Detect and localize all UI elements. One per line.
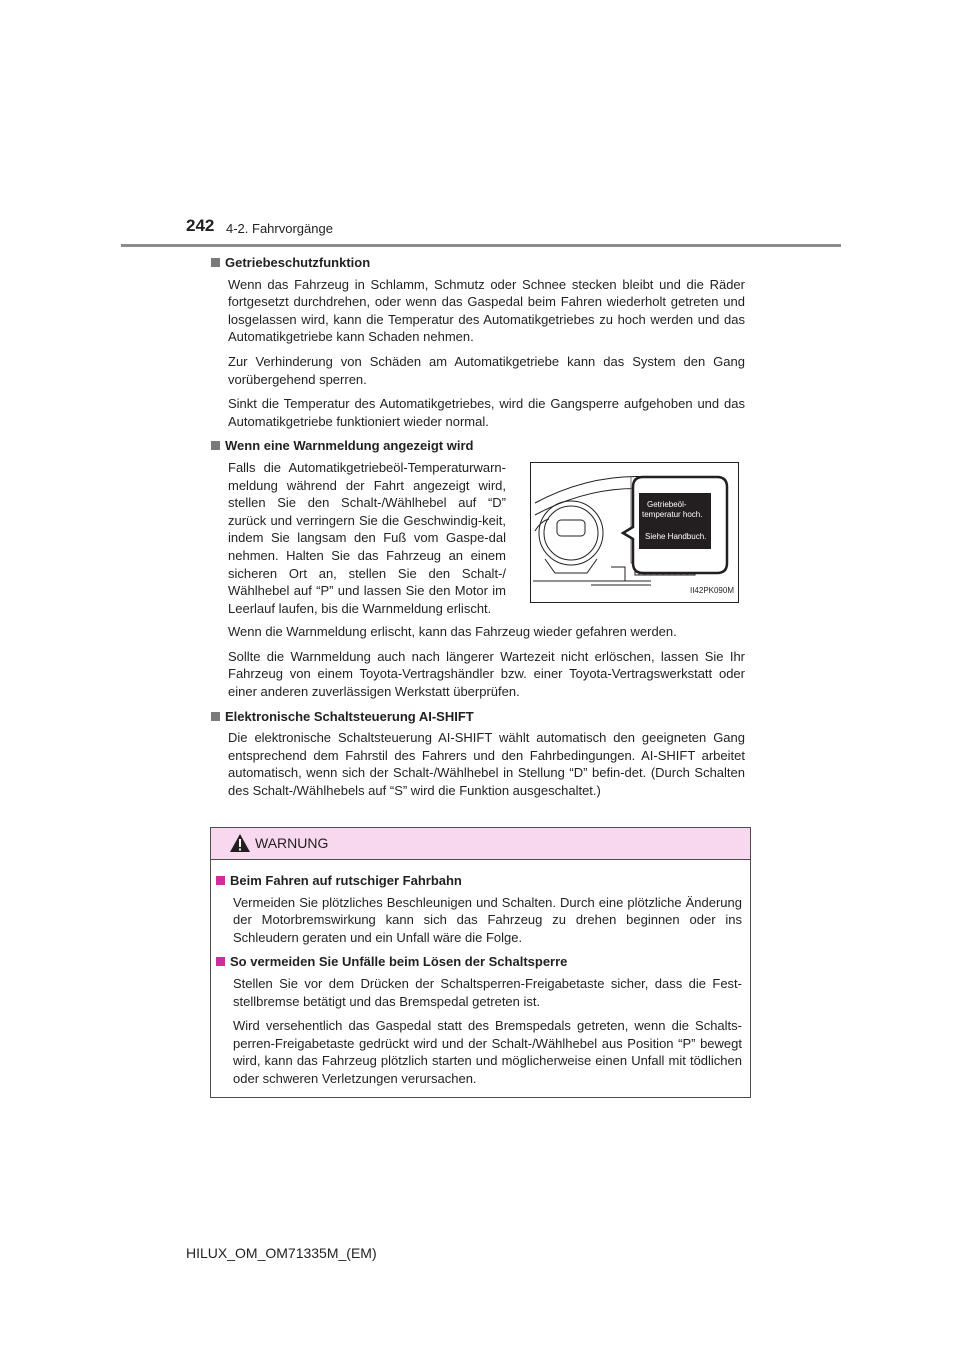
warning-triangle-icon <box>229 833 251 853</box>
steering-wheel-illustration <box>531 463 738 602</box>
header-divider <box>121 244 841 247</box>
paragraph: Stellen Sie vor dem Drücken der Schaltsperren-Freigabetaste sicher, dass die Fest-stellbremse betätigt und das Bremspedal getreten ist. <box>233 975 742 1009</box>
main-content <box>211 254 745 800</box>
square-bullet-icon <box>211 712 220 721</box>
paragraph: Zur Verhinderung von Schäden am Automatikgetriebe kann das System den Gang vorübergehend sperren. <box>228 353 745 387</box>
square-bullet-icon <box>216 957 225 966</box>
warning-title: WARNUNG <box>255 835 329 851</box>
display-text: temperatur hoch. <box>642 509 703 519</box>
square-bullet-icon <box>216 876 225 885</box>
square-bullet-icon <box>211 441 220 450</box>
dashboard-illustration <box>530 462 739 603</box>
section-title: 4-2. Fahrvorgänge <box>226 221 333 236</box>
warning-message-block <box>211 459 745 617</box>
warning-item-heading: So vermeiden Sie Unfälle beim Lösen der Schaltsperre <box>216 953 742 971</box>
display-text: Getriebeöl- <box>647 499 687 509</box>
section-heading: Getriebeschutzfunktion <box>211 254 745 272</box>
paragraph: Vermeiden Sie plötzliches Beschleunigen und Schalten. Durch eine plötzliche Änderung der Motorbremswirkung kann sich das Fahrzeug zu drehen beginnen oder ins Schleudern geraten und ein Unfall wäre die Folge. <box>233 894 742 945</box>
paragraph: Die elektronische Schaltsteuerung AI-SHIFT wählt automatisch den geeigneten Gang entsprechend dem Fahrstil des Fahrers und den Fahrbedingungen. AI-SHIFT arbeitet automatisch, wenn sich der Schalt-/Wählhebel in Stellung “D” befin-det. (Durch Schalten des Schalt-/Wählhebels auf “S” wird die Funktion ausgeschaltet.) <box>228 730 745 799</box>
warning-body <box>216 872 742 1088</box>
warning-box <box>210 827 751 1098</box>
paragraph: Wird versehentlich das Gaspedal statt des Bremspedals getreten, wenn die Schalts-perren-Freigabetaste gedrückt wird und der Schalt-/Wählhebel aus Position “P” bewegt wird, kann das Fahrzeug plötzlich starten und möglicherweise einen Unfall mit tödlichen oder schweren Verletzungen verursachen. <box>233 1018 742 1086</box>
section-heading: Elektronische Schaltsteuerung AI-SHIFT <box>211 708 745 726</box>
square-bullet-icon <box>211 258 220 267</box>
paragraph: Falls die Automatikgetriebeöl-Temperaturwarn-meldung während der Fahrt angezeigt wird, stellen Sie den Schalt-/Wählhebel auf “D” zurück und verringern Sie die Geschwindig-keit, indem Sie langsam den Fuß vom Gaspe-dal nehmen. Halten Sie das Fahrzeug an einem sicheren Ort an, stellen Sie den Schalt-/ Wählhebel auf “P” und lassen Sie den Motor im Leerlauf laufen, bis die Warnmeldung erlischt. <box>228 459 506 616</box>
paragraph: Wenn das Fahrzeug in Schlamm, Schmutz oder Schnee stecken bleibt und die Räder fortgesetzt durchdrehen, oder wenn das Gaspedal beim Fahren wiederholt getreten und losgelassen wird, kann die Temperatur des Automatikgetriebes zu hoch werden und das Automatikgetriebe kann Schaden nehmen. <box>228 276 745 345</box>
paragraph: Sinkt die Temperatur des Automatikgetriebes, wird die Gangsperre aufgehoben und das Automatikgetriebe funktioniert wieder normal. <box>228 396 745 429</box>
warning-item-heading: Beim Fahren auf rutschiger Fahrbahn <box>216 872 742 890</box>
display-text: Siehe Handbuch. <box>645 531 707 541</box>
warning-header <box>211 828 750 860</box>
figure-id: II42PK090M <box>689 586 734 596</box>
section-heading: Wenn eine Warnmeldung angezeigt wird <box>211 437 745 455</box>
page-number: 242 <box>186 216 215 235</box>
paragraph: Wenn die Warnmeldung erlischt, kann das Fahrzeug wieder gefahren werden. <box>228 624 677 640</box>
document-footer: HILUX_OM_OM71335M_(EM) <box>186 1245 377 1261</box>
paragraph: Sollte die Warnmeldung auch nach längerer Wartezeit nicht erlöschen, lassen Sie Ihr Fahrzeug von einem Toyota-Vertragshändler bzw. einer Toyota-Vertragswerkstatt oder einer anderen zuverlässigen Werkstatt überprüfen. <box>228 648 745 700</box>
speech-bubble-icon <box>623 477 727 573</box>
